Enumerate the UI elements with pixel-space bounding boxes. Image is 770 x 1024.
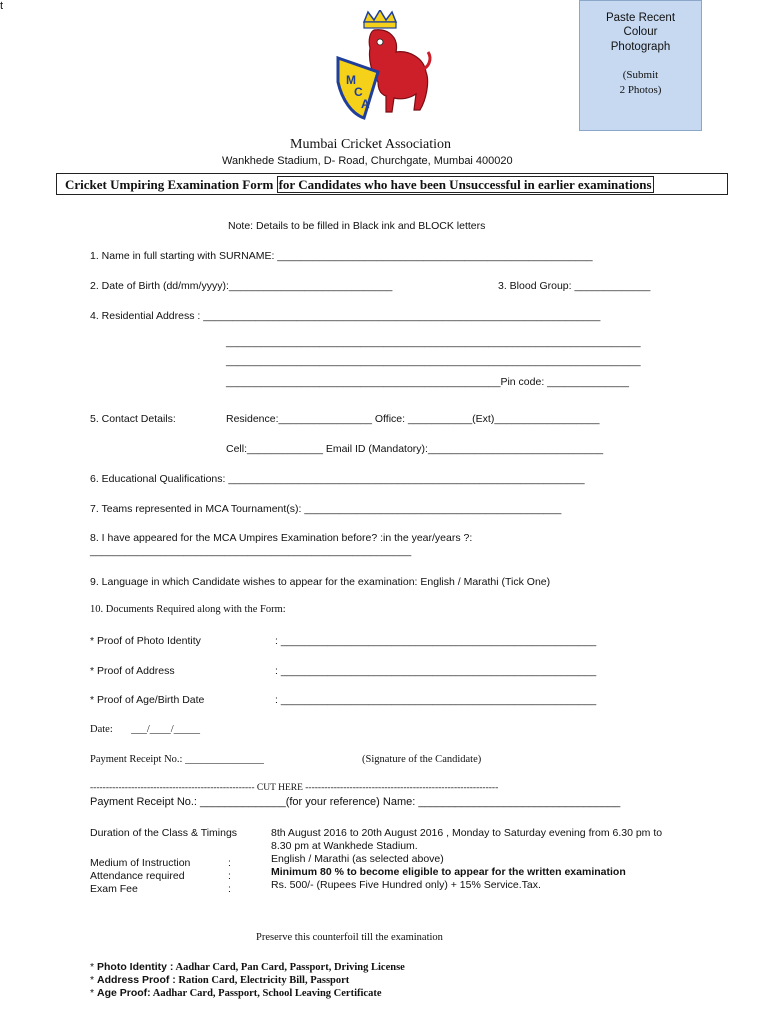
crown-icon [364,10,396,28]
note-text: Note: Details to be filled in Black ink and BLOCK letters [228,220,486,232]
photo-box-line3: Photograph [610,41,671,53]
attendance-label: Attendance required [90,870,185,882]
doc-photo-id-label: * Proof of Photo Identity [90,635,201,647]
field-residence-office[interactable]: Residence:________________ Office: ___________(Ext)__________________ [226,413,600,425]
svg-text:C: C [354,85,363,99]
documents-heading: 10. Documents Required along with the Form: [90,604,286,615]
form-title-part2: for Candidates who have been Unsuccessful in earlier examinations [278,177,652,192]
attendance-colon: : [228,870,231,882]
field-address[interactable]: 4. Residential Address : ____________________________________________________________________ [90,310,601,322]
duration-label: Duration of the Class & Timings [90,827,238,839]
signature-label: (Signature of the Candidate) [362,754,482,765]
doc-photo-id-field[interactable]: : ______________________________________________________ [275,635,597,647]
photo-paste-box[interactable] [579,0,702,131]
photo-box-line1: Paste Recent [605,12,676,24]
photo-box-line2: Colour [623,26,658,38]
field-date[interactable]: Date: ___/____/_____ [90,724,200,735]
medium-label: Medium of Instruction [90,857,191,869]
field-name[interactable]: 1. Name in full starting with SURNAME: ______________________________________________________ [90,250,593,262]
field-language[interactable]: 9. Language in which Candidate wishes to appear for the examination: English / Marathi (Tick One) [90,576,551,588]
org-name: Mumbai Cricket Association [290,137,451,152]
doc-address-label: * Proof of Address [90,665,175,677]
footnote-star: * [90,987,95,999]
form-title-box [56,173,728,195]
medium-colon: : [228,857,231,869]
footnote-star: * [90,961,95,973]
field-address-line3[interactable]: _______________________________________________________________________ [226,355,641,367]
field-address-line2[interactable]: _______________________________________________________________________ [226,336,641,348]
counterfoil-receipt[interactable]: Payment Receipt No.: ______________(for your reference) Name: _________________________________ [90,796,621,808]
doc-age-label: * Proof of Age/Birth Date [90,694,205,706]
org-address: Wankhede Stadium, D- Road, Churchgate, Mumbai 400020 [222,155,513,167]
footnote-address [90,974,349,986]
footnote-address-value: Ration Card, Electricity Bill, Passport [175,975,350,986]
footnote-star: * [90,974,95,986]
field-dob[interactable]: 2. Date of Birth (dd/mm/yyyy):____________________________ [90,280,393,292]
doc-age-field[interactable]: : ______________________________________________________ [275,694,597,706]
footnote-photo-id-value: Aadhar Card, Pan Card, Passport, Driving License [173,962,405,973]
field-teams[interactable]: 7. Teams represented in MCA Tournament(s): ____________________________________________ [90,503,562,515]
field-cell-email[interactable]: Cell:_____________ Email ID (Mandatory):______________________________ [226,443,604,455]
fee-label: Exam Fee [90,883,138,895]
corner-mark: t [0,0,4,12]
footnote-photo-id-label: Photo Identity : [97,961,174,973]
field-education[interactable]: 6. Educational Qualifications: _____________________________________________________________ [90,473,585,485]
photo-box-line5: 2 Photos) [619,84,662,96]
svg-text:M: M [346,73,356,87]
form-title-part1: Cricket Umpiring Examination Form [65,177,277,192]
medium-value: English / Marathi (as selected above) [271,853,444,865]
attendance-value: Minimum 80 % to become eligible to appear for the written examination [271,866,626,878]
field-previous-exam-line2[interactable]: _______________________________________________________ [90,545,412,557]
footnote-address-label: Address Proof : [97,974,176,986]
field-payment-receipt[interactable]: Payment Receipt No.: _______________ [90,754,264,765]
cut-here-line: ---------------------------------------------------- CUT HERE ------------------------------------------------------------- [90,783,499,793]
contact-details-label: 5. Contact Details: [90,413,176,425]
doc-address-field[interactable]: : ______________________________________________________ [275,665,597,677]
mca-logo [334,10,434,125]
fee-value: Rs. 500/- (Rupees Five Hundred only) + 15% Service.Tax. [271,879,541,891]
footnote-age-label: Age Proof: [97,987,151,999]
duration-value-cont: 8.30 pm at Wankhede Stadium. [271,840,418,852]
fee-colon: : [228,883,231,895]
duration-value: 8th August 2016 to 20th August 2016 , Monday to Saturday evening from 6.30 pm to [271,827,663,839]
field-blood-group[interactable]: 3. Blood Group: _____________ [498,280,651,292]
form-title [65,177,654,193]
photo-box-line4: (Submit [622,69,659,81]
footnote-age-value: Aadhar Card, Passport, School Leaving Certificate [150,988,382,999]
svg-text:A: A [361,97,370,111]
footnote-photo-id [90,961,405,973]
field-address-pincode[interactable]: _______________________________________________Pin code: ______________ [226,376,629,388]
footnote-age [90,987,381,999]
field-previous-exam[interactable]: 8. I have appeared for the MCA Umpires Examination before? :in the year/years ?: [90,532,473,544]
preserve-note: Preserve this counterfoil till the examination [256,932,443,943]
